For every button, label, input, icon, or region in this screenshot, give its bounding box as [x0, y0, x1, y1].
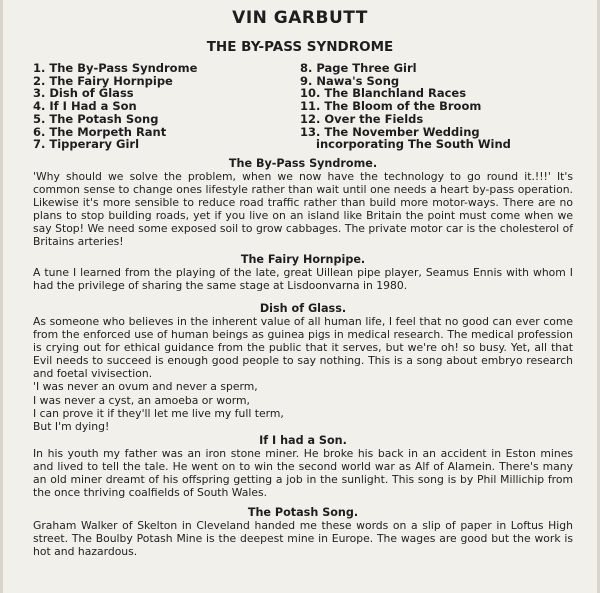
verse-line: 'I was never an ovum and never a sperm, [33, 380, 258, 394]
note-if-i-had-a-son [33, 434, 573, 499]
note-dish-of-glass [33, 302, 573, 433]
track-item: 8. Page Three Girl [300, 61, 417, 75]
artist-title: VIN GARBUTT [232, 8, 368, 28]
note-text: A tune I learned from the playing of the late, great Uillean pipe player, Seamus Ennis with whom I had the privilege of sharing the same stage at Lisdoonvarna in 1980. [33, 266, 573, 293]
note-text: Graham Walker of Skelton in Cleveland handed me these words on a slip of paper in Loftus High street. The Boulby Potash Mine is the deepest mine in Europe. The wages are good but the work is hot and hazardous. [33, 519, 573, 559]
track-list-left [33, 62, 197, 151]
track-list-right [300, 62, 511, 151]
track-item: 10. The Blanchland Races [300, 86, 467, 101]
note-heading: If I had a Son. [259, 434, 347, 447]
verse-line: I can prove it if they'll let me live my full term, [33, 406, 284, 420]
track-item: 3. Dish of Glass [33, 86, 134, 101]
album-title: THE BY-PASS SYNDROME [206, 39, 394, 55]
note-bypass-syndrome [33, 157, 573, 249]
track-item: 5. The Potash Song [33, 111, 159, 126]
track-item: 1. The By-Pass Syndrome [33, 61, 198, 75]
track-item: 7. Tipperary Girl [33, 137, 140, 152]
track-item: 2. The Fairy Hornpipe [33, 73, 173, 88]
note-potash-song [33, 506, 573, 558]
track-item: 6. The Morpeth Rant [33, 124, 167, 139]
track-item: 13. The November Wedding [300, 124, 480, 139]
note-heading: The Potash Song. [247, 506, 359, 519]
note-heading: Dish of Glass. [259, 302, 347, 315]
note-heading: The By-Pass Syndrome. [228, 157, 378, 170]
track-item: 12. Over the Fields [300, 111, 424, 126]
verse-line: But I'm dying! [33, 419, 110, 433]
track-item: 11. The Bloom of the Broom [300, 99, 482, 114]
page-edge-left [0, 0, 3, 593]
track-item: 4. If I Had a Son [33, 99, 137, 114]
verse-line: I was never a cyst, an amoeba or worm, [33, 393, 250, 407]
track-item: incorporating The South Wind [316, 137, 511, 152]
note-fairy-hornpipe [33, 253, 573, 292]
note-heading: The Fairy Hornpipe. [240, 253, 366, 266]
note-text: As someone who believes in the inherent value of all human life, I feel that no good can ever come from the enforced use of human beings as guinea pigs in medical research. The medical profession is crying out for ethical guidance from the public that it serves, but we're oh! so busy. Yet, all that Evil needs to succeed is enough good people to say nothing. This is a song about embryo research and foetal vivisection. [33, 315, 573, 381]
track-item: 9. Nawa's Song [300, 73, 400, 88]
note-text: 'Why should we solve the problem, when we now have the technology to go round it.!!!' It's common sense to change ones lifestyle rather than wait until one needs a heart by-pass operation. Likewise it's more sensible to reduce road traffic rather than build more motor-ways. There are no plans to stop building roads, yet if you live on an island like Britain the point must come when we say Stop! We need some exposed soil to grow cabbages. The private motor car is the cholesterol of Britains arteries! [33, 170, 573, 249]
note-text: In his youth my father was an iron stone miner. He broke his back in an accident in Eston mines and lived to tell the tale. He went on to win the second world war as Alf of Alamein. There's many an old miner dreamt of his offspring getting a job in the sunlight. This song is by Phil Millichip from the once thriving coalfields of South Wales. [33, 447, 573, 500]
